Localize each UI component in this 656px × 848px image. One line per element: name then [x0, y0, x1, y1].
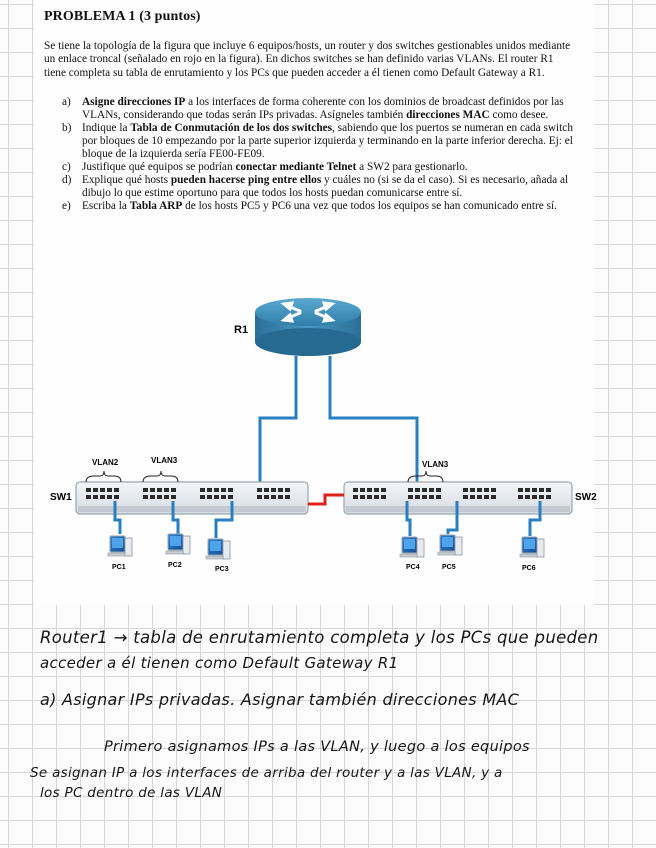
- handwritten-line-1: Router1 → tabla de enrutamiento completa y los PCs que pueden: [40, 628, 599, 647]
- vlan-label-sw2: VLAN3: [422, 460, 449, 469]
- question-d: [62, 174, 582, 200]
- question-b-text-0: Indique la: [82, 122, 131, 135]
- sw2-label: SW2: [575, 492, 597, 503]
- pc3-icon: [206, 539, 230, 559]
- question-list: [62, 96, 582, 214]
- question-b-text-2: , sabiendo que los puertos se numeran en cada switch por bloques de 10 empezando por la parte superior izquierda y terminando en la parte inferior derecha. Ej: el bloque de la izquierda sería FE00-FE09.: [82, 122, 573, 160]
- router-r1: [255, 298, 361, 356]
- question-b-bold-1: Tabla de Conmutación de los dos switches: [130, 122, 333, 135]
- question-c-text-2: a SW2 para gestionarlo.: [356, 160, 468, 173]
- question-b: [62, 122, 582, 160]
- pc6-label: PC6: [522, 565, 536, 572]
- question-c-text-0: Justifique qué equipos se podrían: [82, 160, 236, 173]
- question-a-bold-3: direcciones MAC: [406, 108, 490, 121]
- question-label: d): [62, 174, 72, 187]
- trunk-link: [308, 495, 344, 504]
- problem-title: PROBLEMA 1 (3 puntos): [44, 9, 201, 24]
- question-e-text-0: Escriba la: [82, 200, 130, 213]
- pc1-icon: [108, 536, 132, 556]
- question-c-bold-1: conectar mediante Telnet: [235, 160, 357, 173]
- pc4-icon: [400, 537, 424, 557]
- question-d-text-2: y cuáles no (si se da el caso). Si es necesario, añada al dibujo lo que estime oportuno para que todos los hosts puedan comunicarse entre sí.: [82, 174, 569, 200]
- problem-intro: Se tiene la topología de la figura que incluye 6 equipos/hosts, un router y dos switches gestionables unidos mediante un enlace troncal (señalado en rojo en la figura). En dichos switches se han definido varias VLANs. El router R1 tiene completa su tabla de enrutamiento y los PCs que pueden acceder a él tienen como Default Gateway a R1.: [44, 40, 571, 79]
- vlan-label-sw1-a: VLAN2: [92, 458, 119, 467]
- switch-sw1: [76, 482, 308, 514]
- sw1-label: SW1: [50, 492, 72, 503]
- pc2-label: PC2: [168, 562, 182, 569]
- pc6-icon: [520, 537, 544, 557]
- handwritten-line-5: Se asignan IP a los interfaces de arriba del router y a las VLAN, y a: [30, 765, 503, 781]
- network-topology-diagram: [40, 290, 600, 585]
- question-a-bold-1: Asigne direcciones IP: [82, 96, 186, 108]
- vlan-braces: [86, 471, 443, 482]
- router-label: R1: [234, 324, 249, 336]
- question-a-text-4: como desee.: [489, 108, 549, 121]
- question-e: [62, 200, 582, 213]
- question-d-text-0: Explique qué hosts: [82, 174, 171, 187]
- handwritten-line-4: Primero asignamos IPs a las VLAN, y luego a los equipos: [104, 739, 530, 755]
- question-e-bold-1: Tabla ARP: [129, 200, 183, 213]
- pc5-icon: [438, 535, 462, 555]
- question-e-text-2: de los hosts PC5 y PC6 una vez que todos los equipos se han comunicado entre sí.: [182, 200, 557, 213]
- pc5-label: PC5: [442, 564, 456, 571]
- handwritten-line-6: los PC dentro de las VLAN: [40, 785, 223, 801]
- handwritten-line-2: acceder a él tienen como Default Gateway R1: [40, 654, 399, 672]
- question-label: e): [62, 200, 71, 213]
- pc4-label: PC4: [406, 564, 420, 571]
- question-label: b): [62, 122, 72, 135]
- pc1-label: PC1: [112, 564, 126, 571]
- question-d-bold-1: pueden hacerse ping entre ellos: [170, 174, 322, 187]
- question-label: a): [62, 96, 71, 108]
- question-c: [62, 161, 582, 174]
- handwritten-line-3: a) Asignar IPs privadas. Asignar también direcciones MAC: [40, 690, 520, 709]
- vlan-label-sw1-b: VLAN3: [151, 456, 178, 465]
- question-a: [62, 96, 582, 122]
- router-uplinks: [260, 356, 417, 486]
- question-a-text-2: a los interfaces de forma coherente con los dominios de broadcast definidos por las VLANs, considerando que todas serán IPs privadas. Asígneles también: [82, 96, 564, 121]
- pc3-label: PC3: [215, 566, 229, 573]
- question-label: c): [62, 160, 71, 173]
- pc2-icon: [166, 534, 190, 554]
